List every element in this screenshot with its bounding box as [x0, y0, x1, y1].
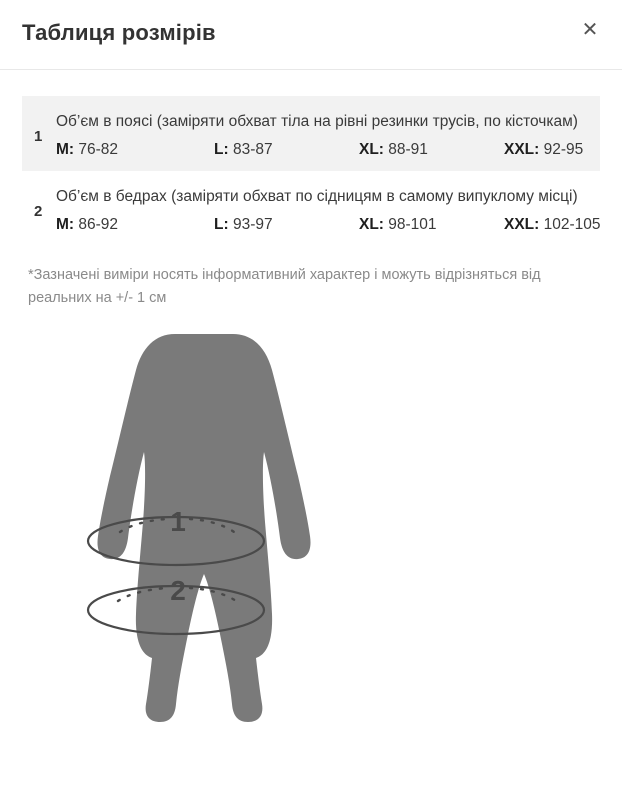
measure-index: 1	[34, 128, 43, 145]
size-value: 76-82	[78, 141, 119, 158]
size-label: L:	[214, 141, 229, 158]
size-values	[56, 141, 586, 159]
size-cell	[504, 141, 586, 159]
size-cell	[56, 141, 214, 159]
table-row	[22, 171, 600, 246]
size-label: XL:	[359, 141, 384, 158]
size-cell	[504, 216, 601, 234]
close-icon[interactable]: ✕	[576, 16, 604, 44]
size-value: 83-87	[232, 141, 273, 158]
size-cell	[359, 216, 504, 234]
measure-body	[56, 185, 601, 234]
body-diagram	[0, 326, 622, 726]
modal-header	[0, 0, 622, 70]
size-label: M:	[56, 141, 75, 158]
size-cell	[214, 141, 359, 159]
hips-marker-label: 2	[170, 575, 186, 606]
size-label: M:	[56, 216, 75, 233]
measure-description: Об’єм в бедрах (заміряти обхват по сідницям в самому випуклому місці)	[56, 188, 578, 205]
size-value: 86-92	[78, 216, 119, 233]
measure-description: Об’єм в поясі (заміряти обхват тіла на рівні резинки трусів, по кісточкам)	[56, 113, 578, 130]
size-values	[56, 216, 601, 234]
size-label: XXL:	[504, 141, 540, 158]
size-cell	[56, 216, 214, 234]
measurement-list	[0, 70, 622, 246]
size-value: 102-105	[543, 216, 601, 233]
footnote-text: *Зазначені вимiри носять інформативний характер і можуть відрізняться від реальних на +/- 1 см	[28, 267, 541, 306]
size-label: L:	[214, 216, 229, 233]
size-cell	[359, 141, 504, 159]
waist-marker-label: 1	[170, 506, 186, 537]
size-value: 98-101	[388, 216, 437, 233]
size-label: XL:	[359, 216, 384, 233]
body-silhouette-svg	[0, 326, 622, 726]
size-cell	[214, 216, 359, 234]
size-label: XXL:	[504, 216, 540, 233]
size-value: 93-97	[232, 216, 273, 233]
page-title: Таблиця розмірів	[22, 20, 216, 45]
size-value: 88-91	[388, 141, 428, 158]
size-value: 92-95	[543, 141, 584, 158]
measure-body	[56, 110, 586, 159]
measure-index: 2	[34, 203, 43, 220]
table-row	[22, 96, 600, 171]
